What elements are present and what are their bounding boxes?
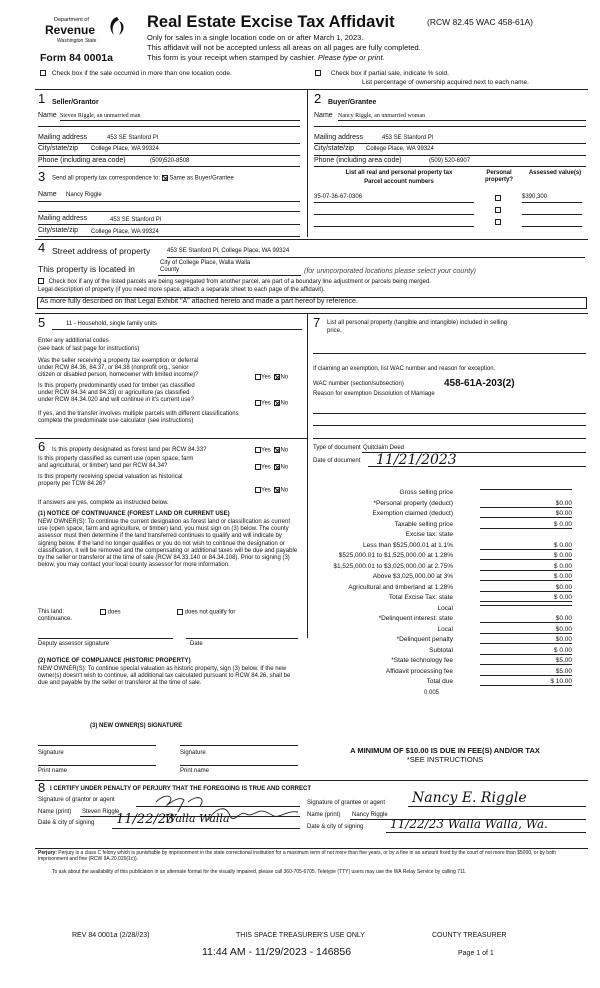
- s6-q1-no-checkbox[interactable]: [274, 447, 280, 453]
- q2-text: [38, 383, 258, 404]
- buyer-line-a: [314, 143, 586, 144]
- section-8-number: 8: [38, 780, 46, 795]
- tax-corr-label-pre: Send all property tax correspondence to:: [52, 175, 161, 182]
- street-label: Street address of property: [52, 246, 151, 256]
- form-title: Real Estate Excise Tax Affidavit: [147, 13, 395, 31]
- section-4-divider: [35, 239, 588, 240]
- q2-line-a: Is this property predominantly used for timber (as classified: [38, 383, 195, 389]
- print-name-label-1: Print name: [38, 768, 68, 774]
- use-code-line: [52, 329, 302, 330]
- grantee-sig-line: [408, 806, 586, 807]
- sig-label-2: Signature: [180, 750, 206, 756]
- grantor-print[interactable]: Steven Riggle: [82, 809, 120, 815]
- exemption-label: If claiming an exemption, list WAC number and reason for exception.: [313, 366, 496, 372]
- section-7-number: 7: [313, 315, 321, 330]
- section-8-divider: [35, 780, 588, 781]
- assessed-line-2: [522, 214, 582, 215]
- grantee-date-city[interactable]: 11/22/23 Walla Walla, Wa.: [390, 817, 548, 831]
- calc-row-value[interactable]: $ 0.00: [480, 563, 572, 571]
- calc-row: [300, 636, 580, 646]
- q2-yes-label: Yes: [261, 400, 271, 407]
- calc-row-label: Excise tax: state: [405, 531, 453, 538]
- located-line: [158, 275, 301, 276]
- section-6-divider: [35, 438, 307, 439]
- reason-label: [313, 391, 435, 398]
- calc-row: [300, 605, 580, 615]
- seller-name: Steven Riggle, an unmarried man: [60, 113, 141, 119]
- calc-row: [300, 510, 580, 520]
- tax-corr-label-post: Same as Buyer/Grantee: [169, 175, 234, 182]
- sig-line-3: [38, 765, 156, 766]
- doc-date-label: Date of document: [313, 458, 361, 464]
- see-back-label: (see back of last page for instructions): [38, 346, 140, 352]
- grantor-date-line: [112, 828, 300, 829]
- grantee-print-label: Name (print): [307, 812, 341, 818]
- reason-line-2: [313, 425, 586, 426]
- calc-row-label: Subtotal: [429, 646, 453, 654]
- calc-row-label: Total due: [426, 678, 453, 685]
- header-note-3-plain: This form is your receipt when stamped by cashier.: [147, 53, 318, 62]
- calc-row-label: Local: [437, 625, 453, 633]
- legal-description-box[interactable]: [37, 297, 587, 309]
- seller-blank-line: [38, 126, 300, 127]
- buyer-mailing-label: Mailing address: [314, 134, 364, 141]
- parcel-assessed-1[interactable]: $390,300: [522, 194, 548, 200]
- vertical-divider: [307, 89, 308, 237]
- s6-q2-no-checkbox[interactable]: [274, 464, 280, 470]
- legal-description: As more fully described on that Legal Exhibit "A" attached hereto and made a part hereof by reference.: [40, 298, 358, 305]
- print-name-label-2: Print name: [180, 768, 210, 774]
- s6-q3-no: No: [280, 487, 289, 494]
- sig-line-2: [180, 745, 298, 746]
- s6-if-yes: If answers are yes, complete as instructed below.: [38, 500, 169, 506]
- tax-corr-city-label: City/state/zip: [38, 227, 79, 234]
- continuance-text: continuance.: [38, 615, 73, 622]
- perjury-note: [38, 850, 586, 863]
- parcel-line-1: [314, 202, 474, 203]
- calc-row-label: Local: [437, 604, 453, 612]
- located-value-1[interactable]: City of College Place, Walla Walla: [160, 260, 251, 266]
- calc-row-label: *Delinquent penalty: [396, 636, 453, 643]
- buyer-blank-line: [314, 126, 586, 127]
- multi-location-label: Check box if the sale occurred in more than one location code.: [51, 70, 232, 77]
- q1-line-c: citizen or disabled person, homeowner with limited income)?: [38, 371, 199, 378]
- doc-date-line: [368, 466, 586, 467]
- unincorporated-note: (for unincorporated locations please select your county): [304, 268, 476, 275]
- tax-corr-city[interactable]: College Place, WA 99324: [91, 229, 159, 235]
- calc-row-value[interactable]: $ 0.00: [480, 573, 572, 581]
- calc-row: [300, 563, 580, 573]
- q1-yes-label: Yes: [261, 374, 271, 381]
- calc-row-label: $1,525,000.01 to $3,025,000.00 at 2.75%: [333, 562, 453, 570]
- calc-row-label: Agricultural and timberland at 1.28%: [348, 583, 453, 591]
- calc-row-value[interactable]: [480, 605, 572, 606]
- seller-name-field[interactable]: [60, 112, 300, 121]
- partial-sale-check[interactable]: [315, 70, 449, 77]
- reason-line-3: [313, 438, 586, 439]
- section-7-line: [313, 353, 586, 354]
- agency-line1: Department of: [54, 17, 89, 23]
- calc-row: [300, 594, 580, 604]
- calc-row: [300, 584, 580, 594]
- this-land-text: This land:: [38, 609, 65, 615]
- s6-q2-b: and agricultural, or timber) land per RCW 84.34?: [38, 462, 168, 469]
- land-does[interactable]: [100, 609, 121, 616]
- buyer-mailing[interactable]: 453 SE Stanford Pl: [382, 135, 434, 141]
- doc-type-value[interactable]: Quitclaim Deed: [363, 445, 405, 451]
- calc-row-label: *Personal property (deduct): [373, 499, 453, 507]
- parcel-col-assessed: Assessed value(s): [528, 170, 582, 176]
- sig-label-1: Signature: [38, 750, 64, 756]
- grantee-signature[interactable]: Nancy E. Riggle: [412, 790, 527, 806]
- does-label: does: [107, 609, 121, 616]
- q3-line-a: If yes, and the transfer involves multiple parcels with different classifications: [38, 411, 239, 417]
- header-note-1: Only for sales in a single location code on or after March 1, 2023.: [147, 33, 364, 42]
- perjury-text: Perjury is a class C felony which is punishable by imprisonment in the state correctional institution for a maximum term of not more than five years, or by a fine in an amount fixed by the court of not more than $5000, or by both imprisonment and fine (RCW 9A.20.020(1c)).: [38, 850, 557, 863]
- q1-answer[interactable]: [255, 374, 288, 381]
- personal-property-checkbox-3[interactable]: [495, 219, 501, 225]
- tax-corr-line-d: [38, 236, 300, 237]
- calc-row: [300, 647, 580, 657]
- notice2-title: (2) NOTICE OF COMPLIANCE (HISTORIC PROPERTY): [38, 658, 191, 664]
- certify-statement: I CERTIFY UNDER PENALTY OF PERJURY THAT THE FOREGOING IS TRUE AND CORRECT: [50, 786, 312, 792]
- tax-corr-name-label: Name: [38, 191, 57, 198]
- calc-row: [300, 668, 580, 678]
- tax-corr-mailing[interactable]: 453 SE Stanford Pl: [110, 217, 162, 223]
- located-label: This property is located in: [38, 264, 135, 274]
- calc-row-value[interactable]: $0.00: [480, 584, 572, 592]
- agency-name: Revenue: [45, 23, 96, 37]
- grantee-sig-label: Signature of grantee or agent: [307, 800, 386, 806]
- q3-line-b: complete the predominate use calculator (see instructions): [38, 417, 194, 424]
- s6-q3-answer[interactable]: [255, 487, 288, 494]
- tax-correspondence-label: [52, 175, 234, 182]
- parcel-heading-1: List all real and personal property tax: [345, 170, 453, 176]
- segregated-checkbox[interactable]: [38, 278, 44, 284]
- revenue-swirl-icon: [107, 15, 127, 39]
- page-number: Page 1 of 1: [458, 950, 494, 957]
- buyer-name: Nancy Riggle, an unmarried woman: [338, 113, 426, 119]
- deputy-line: [38, 638, 173, 639]
- buyer-city-label: City/state/zip: [314, 145, 355, 152]
- segregated-check[interactable]: [38, 278, 431, 285]
- calc-row-value[interactable]: $ 10.00: [480, 678, 572, 686]
- q1-no-checkbox[interactable]: [274, 374, 280, 380]
- grantor-print-label: Name (print): [38, 809, 72, 815]
- q2-line-c: under RCW 84.34.020 and will continue in it's current use?: [38, 396, 194, 403]
- grantor-date-label: Date & city of signing: [38, 820, 95, 826]
- doc-date-value[interactable]: 11/21/2023: [376, 452, 457, 468]
- sig-line-1: [38, 745, 156, 746]
- grantee-print[interactable]: Nancy Riggle: [352, 812, 388, 818]
- assessed-line-1: [522, 202, 582, 203]
- calc-row-label: $525,000.01 to $1,525,000.00 at 1.28%: [338, 552, 453, 559]
- does-not-label: does not qualify for: [184, 609, 236, 616]
- parcel-number-1[interactable]: 35-07-36-67-0306: [314, 194, 363, 200]
- buyer-line-c: [314, 166, 586, 167]
- rcw-reference: (RCW 82.45 WAC 458-61A): [427, 17, 533, 27]
- calc-row: [300, 678, 580, 688]
- partial-sale-label-2: List percentage of ownership acquired next to each name.: [362, 79, 529, 86]
- footer-divider: [35, 848, 588, 849]
- notice2-text: NEW OWNER(S): To continue special valuation as historic property, sign (3) below. If the new owner(s) doesn't wish to continue, all additional tax calculated pursuant to RCW 84.26, shall be due and payable by the seller or transferor at the time of sale.: [38, 666, 291, 687]
- calc-row-label: Exemption claimed (deduct): [372, 510, 453, 517]
- buyer-line-b: [314, 155, 586, 156]
- calc-row-value[interactable]: $ 0.00: [480, 521, 572, 529]
- buyer-phone-label: Phone (including area code): [314, 157, 402, 164]
- tax-corr-line-a: [38, 201, 300, 202]
- personal-property-checkbox-2[interactable]: [495, 207, 501, 213]
- parcel-line-3: [314, 226, 474, 227]
- calc-row-label: Taxable selling price: [394, 520, 453, 528]
- header-note-3: [147, 54, 385, 63]
- seller-phone[interactable]: (509)520-8508: [150, 158, 190, 164]
- q1-line-b: under RCW 84.36, 84.37, or 84.38 (nonprofit org., senior: [38, 364, 189, 371]
- s6-q2-yes: Yes: [261, 464, 271, 471]
- s6-q3-a: Is this property receiving special valuation as historical: [38, 474, 183, 480]
- calc-row-value[interactable]: $0.00: [480, 510, 572, 518]
- q1-line-a: Was the seller receiving a property tax exemption or deferral: [38, 358, 199, 364]
- doc-type-label: Type of document: [313, 445, 361, 451]
- land-does-not[interactable]: [177, 609, 235, 616]
- partial-sale-label: Check box if partial sale, indicate % sold.: [330, 70, 449, 77]
- wac-label: WAC number (section/subsection): [313, 381, 404, 387]
- grantor-sig-label: Signature of grantor or agent: [38, 797, 115, 803]
- county-treasurer: COUNTY TREASURER: [432, 932, 507, 939]
- calc-row-value[interactable]: $ 0.00: [480, 542, 572, 550]
- q2-no-label: No: [280, 400, 289, 407]
- section-5-divider: [35, 313, 588, 314]
- calc-row-value[interactable]: $ 0.00: [480, 594, 572, 602]
- seller-line-b: [38, 155, 300, 156]
- seller-mailing-label: Mailing address: [38, 134, 88, 141]
- personal-property-checkbox-1[interactable]: [495, 195, 501, 201]
- calc-row: [300, 521, 580, 531]
- calc-row-label: Affidavit processing fee: [385, 667, 453, 675]
- seller-line-c: [38, 166, 300, 167]
- rev-number: REV 84 0001a (2/28//23): [72, 932, 150, 939]
- s6-q1: Is this property designated as forest land per RCW 84.33?: [52, 447, 207, 453]
- reason-label-text: Reason for exemption: [313, 391, 372, 397]
- s6-q2-answer[interactable]: [255, 464, 288, 471]
- deputy-label: Deputy assessor signature: [38, 641, 110, 647]
- multi-location-check[interactable]: [40, 70, 232, 77]
- calc-row-value[interactable]: $5.00: [480, 657, 572, 665]
- calc-row-value[interactable]: [480, 489, 572, 490]
- seller-heading: Seller/Grantor: [52, 99, 99, 106]
- s6-q3: [38, 474, 182, 488]
- header-note-3-italic: Please type or print.: [317, 53, 385, 62]
- section-2-number: 2: [314, 91, 322, 106]
- revenue-logo: [37, 14, 129, 50]
- parcel-col-personal: Personal property?: [484, 170, 513, 183]
- calc-row-label: Gross selling price: [399, 489, 453, 496]
- divider: [35, 89, 588, 90]
- s6-q1-answer[interactable]: [255, 447, 288, 454]
- tax-corr-name[interactable]: Nancy Riggle: [66, 192, 102, 198]
- accessibility-note: To ask about the availability of this publication in an alternate format for the visually impaired, please call 360-705-6705. Teletype (TTY) users may use the WA Relay Service by calling 711.: [52, 869, 467, 875]
- grantee-date-line: [386, 832, 586, 833]
- s6-q2-a: Is this property classified as current use (open space, farm: [38, 456, 194, 462]
- segregated-label: Check box if any of the listed parcels are being segregated from another parcel, are part of a boundary line adjustment or parcels being merged.: [48, 278, 431, 285]
- section-7-label-b: price.: [327, 328, 342, 334]
- header-note-2: This affidavit will not be accepted unless all areas on all pages are fully completed.: [147, 43, 421, 52]
- section-5-number: 5: [38, 315, 46, 330]
- seller-name-label: Name: [38, 112, 57, 119]
- buyer-name-field[interactable]: [338, 112, 586, 121]
- section-7-label-a: List all personal property (tangible and intangible) included in selling: [327, 320, 508, 326]
- deputy-date-label: Date: [190, 641, 203, 647]
- local-rate[interactable]: 0.005: [424, 690, 440, 696]
- street-address[interactable]: 453 SE Stanford Pl, College Place, WA 99324: [167, 248, 290, 254]
- s6-q3-no-checkbox[interactable]: [274, 487, 280, 493]
- assessed-line-3: [522, 226, 582, 227]
- street-line: [167, 257, 585, 258]
- seller-city-label: City/state/zip: [38, 145, 79, 152]
- grantee-date-label: Date & city of signing: [307, 824, 364, 830]
- legal-label: Legal description of property (if you need more space, attach a separate sheet to each page of the affidavit).: [38, 287, 325, 293]
- q1-no-label: No: [280, 374, 289, 381]
- tax-corr-line-c: [38, 224, 300, 225]
- tax-corr-line-b: [38, 211, 300, 212]
- seller-mailing[interactable]: 453 SE Stanford Pl: [107, 135, 159, 141]
- calc-row-label: *State technology fee: [391, 657, 453, 664]
- use-code[interactable]: 11 - Household, single family units: [66, 321, 157, 327]
- calc-row-value[interactable]: $ 0.00: [480, 552, 572, 560]
- calc-row: [300, 542, 580, 552]
- multi-location-checkbox[interactable]: [40, 70, 46, 76]
- partial-sale-checkbox[interactable]: [315, 70, 321, 76]
- calc-row-value[interactable]: $ 0.00: [480, 647, 572, 655]
- calc-row-label: Total Excise Tax: state: [388, 594, 453, 601]
- section-4-number: 4: [38, 240, 46, 255]
- calc-row-value[interactable]: $0.00: [480, 626, 572, 634]
- grantor-sig-line: [136, 806, 300, 807]
- q3-text: [38, 411, 239, 425]
- reason-line-1: [313, 413, 586, 414]
- this-land-label: [38, 609, 72, 623]
- does-not-checkbox[interactable]: [177, 609, 183, 615]
- seller-phone-label: Phone (including area code): [38, 157, 126, 164]
- calc-row-label: *Delinquent interest: state: [378, 615, 453, 622]
- reason-value[interactable]: Dissolution of Marriage: [373, 391, 435, 397]
- perjury-label: Perjury:: [38, 850, 57, 856]
- treasurer-use: THIS SPACE TREASURER'S USE ONLY: [236, 932, 365, 939]
- section-6-number: 6: [38, 439, 46, 454]
- buyer-phone[interactable]: (509) 520-6907: [429, 158, 471, 164]
- parcel-line-2: [314, 214, 474, 215]
- notice1-title: (1) NOTICE OF CONTINUANCE (FOREST LAND OR CURRENT USE): [38, 511, 230, 517]
- calc-row: [300, 573, 580, 583]
- calc-row: [300, 615, 580, 625]
- calc-row-value[interactable]: $5.00: [480, 668, 572, 676]
- calc-row-value[interactable]: $0.00: [480, 636, 572, 644]
- s6-q1-no: No: [280, 447, 289, 454]
- does-checkbox[interactable]: [100, 609, 106, 615]
- q1-text: [38, 358, 258, 379]
- calc-row: [300, 500, 580, 510]
- calc-row: [300, 626, 580, 636]
- s6-q3-yes: Yes: [261, 487, 271, 494]
- deputy-date-line: [186, 638, 298, 639]
- s6-q2-no: No: [280, 464, 289, 471]
- located-value-2[interactable]: County: [160, 267, 180, 273]
- grantor-date[interactable]: 11/22/23: [116, 812, 175, 827]
- minimum-due-note: A MINIMUM OF $10.00 IS DUE IN FEE(S) AND/OR TAX: [350, 746, 540, 755]
- parcel-heading-2: Parcel account numbers: [364, 179, 434, 185]
- receipt-stamp: 11:44 AM - 11/29/2023 - 146856: [202, 946, 352, 958]
- wac-value[interactable]: 458-61A-203(2): [444, 378, 515, 389]
- agency-state: Washington State: [57, 38, 97, 44]
- seller-line-a: [38, 143, 300, 144]
- notice1-text: NEW OWNER(S): To continue the current designation as forest land or classification as current use (open space, farm and agriculture, or timber) land, you must sign on (3) below. The county assessor must then determine if the land transferred continues to qualify and will indicate by signing below. If the land no longer qualifies or you do not wish to continue the designation or classification, it will be removed and the compensating or additional taxes will be due and payable by the seller or transferor at the time of sale (RCW 84.33.140 or 84.34.108). Prior to signing (3) below, you may contact your local county assessor for more information.: [38, 519, 298, 569]
- sig-line-4: [180, 765, 298, 766]
- calc-row: [300, 531, 580, 541]
- buyer-heading: Buyer/Grantee: [328, 99, 377, 106]
- calc-row-value[interactable]: $0.00: [480, 500, 572, 508]
- s6-q1-yes: Yes: [261, 447, 271, 454]
- q2-answer[interactable]: [255, 400, 288, 407]
- calc-row: [300, 552, 580, 562]
- calc-row: [300, 657, 580, 667]
- section-1-number: 1: [38, 91, 46, 106]
- calc-row-label: Above $3,025,000.00 at 3%: [372, 573, 453, 580]
- q2-line-b: under RCW 84.34 and 84.33) or agriculture (as classified: [38, 389, 190, 396]
- section-3-number: 3: [38, 169, 46, 184]
- buyer-city[interactable]: College Place, WA 99324: [366, 146, 434, 152]
- s6-q2: [38, 456, 193, 470]
- buyer-name-label: Name: [314, 112, 333, 119]
- tax-corr-mailing-label: Mailing address: [38, 215, 88, 222]
- calc-row-value[interactable]: $0.00: [480, 615, 572, 623]
- calc-row: [300, 489, 580, 499]
- q2-no-checkbox[interactable]: [274, 400, 280, 406]
- s6-q3-b: property per TCW 84.26?: [38, 480, 106, 487]
- new-owner-sig-heading: (3) NEW OWNER(S) SIGNATURE: [90, 723, 183, 729]
- seller-city[interactable]: College Place, WA 99324: [91, 146, 159, 152]
- enter-codes-label: Enter any additional codes: [38, 338, 109, 344]
- calc-row-label: Less than $525,000.01 at 1.1%: [363, 541, 453, 549]
- same-as-buyer-checkbox[interactable]: [162, 175, 168, 181]
- see-instructions-note: *SEE INSTRUCTIONS: [406, 755, 484, 764]
- form-number: Form 84 0001a: [40, 52, 113, 64]
- grantor-city[interactable]: Walla Walla: [165, 812, 230, 825]
